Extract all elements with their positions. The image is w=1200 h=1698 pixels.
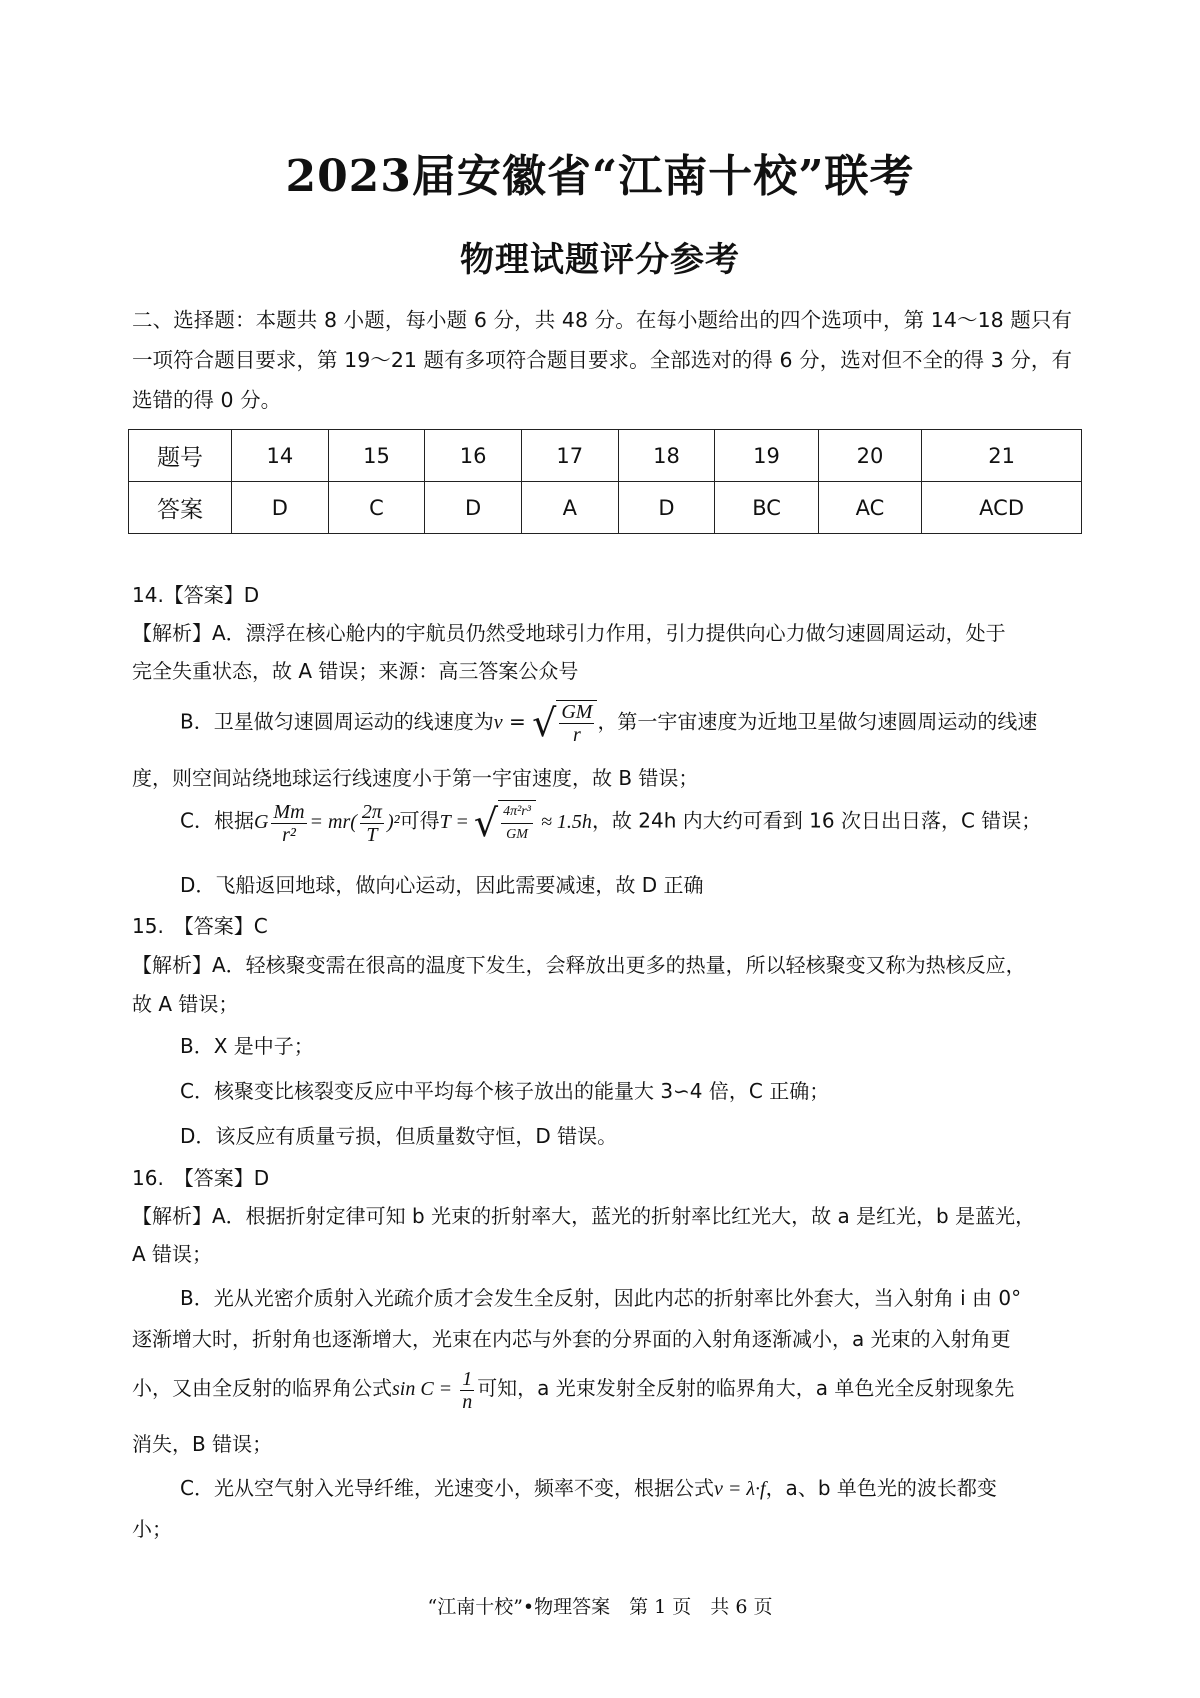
q14-b-text: B．卫星做匀速圆周运动的线速度为	[180, 709, 494, 734]
table-row-answers	[129, 482, 1082, 534]
table-header-number: 题号	[129, 430, 232, 482]
q14-analysis-a2: 完全失重状态，故 A 错误；来源：高三答案公众号	[132, 659, 579, 683]
table-cell: BC	[715, 482, 819, 534]
q14-analysis-a1: 【解析】A．漂浮在核心舱内的宇航员仍然受地球引力作用，引力提供向心力做匀速圆周运动，处于	[132, 621, 1006, 645]
table-header-answer: 答案	[129, 482, 232, 534]
table-cell: 21	[922, 430, 1082, 482]
q14-answer: 14.【答案】D	[132, 583, 260, 607]
q16-c1-text-end: ，a、b 单色光的波长都变	[765, 1476, 997, 1500]
table-cell: D	[232, 482, 329, 534]
table-cell: AC	[818, 482, 921, 534]
wave-speed-formula: v = λ·f	[713, 1478, 766, 1500]
table-cell: D	[425, 482, 522, 534]
q15-analysis-d: D．该反应有质量亏损，但质量数守恒，D 错误。	[180, 1124, 618, 1148]
q16-b3-text: 小，又由全反射的临界角公式	[132, 1376, 392, 1401]
table-cell: 14	[232, 430, 329, 482]
q15-answer: 15. 【答案】C	[132, 914, 268, 938]
q16-analysis-a1: 【解析】A．根据折射定律可知 b 光束的折射率大，蓝光的折射率比红光大，故 a 是红光，b 是蓝光，	[132, 1204, 1036, 1228]
q16-answer: 16. 【答案】D	[132, 1166, 270, 1190]
q16-analysis-b4: 消失，B 错误；	[132, 1432, 273, 1456]
gravity-formula: G $\frac{Mm}{\text{r²}}$ = mr( $\frac{2\pi}{T}$ )²	[253, 800, 400, 846]
q15-analysis-a2: 故 A 错误；	[132, 992, 239, 1016]
q16-analysis-c2: 小；	[132, 1517, 172, 1541]
table-cell: 17	[521, 430, 618, 482]
q16-analysis-a2: A 错误；	[132, 1242, 213, 1266]
q16-analysis-b1: B．光从光密介质射入光疏介质才会发生全反射，因此内芯的折射率比外套大，当入射角 i 由 0°	[180, 1286, 1022, 1310]
table-cell: 19	[715, 430, 819, 482]
q15-analysis-c: C．核聚变比核裂变反应中平均每个核子放出的能量大 3∽4 倍，C 正确；	[180, 1079, 830, 1103]
velocity-formula: v	[493, 711, 503, 734]
table-cell: 20	[818, 430, 921, 482]
q16-c1-text: C．光从空气射入光导纤维，光速变小，频率不变，根据公式	[180, 1476, 714, 1500]
q14-c-text-end: ，故 24h 内大约可看到 16 次日出日落，C 错误；	[591, 808, 1042, 833]
q14-analysis-b: B．卫星做匀速圆周运动的线速度为v = √ $\frac{GM}{r}$ ，第一宇宙速度为近地卫星做匀速圆周运动的线速	[180, 701, 1038, 746]
document-subtitle: 物理试题评分参考	[460, 240, 740, 280]
page-footer: “江南十校”•物理答案 第 1 页 共 6 页	[427, 1596, 773, 1618]
table-cell: C	[328, 482, 425, 534]
q15-analysis-a1: 【解析】A．轻核聚变需在很高的温度下发生，会释放出更多的热量，所以轻核聚变又称为热核反应，	[132, 953, 1026, 977]
q15-analysis-b: B．X 是中子；	[180, 1034, 314, 1058]
section-intro: 二、选择题：本题共 8 小题，每小题 6 分，共 48 分。在每小题给出的四个选项中，第 14～18 题只有一项符合题目要求，第 19～21 题有多项符合题目要求。全部选对的得 6 分，选对但不全的得 3 分，有选错的得 0 分。	[132, 308, 1072, 412]
q16-analysis-b2: 逐渐增大时，折射角也逐渐增大，光束在内芯与外套的分界面的入射角逐渐减小，a 光束的入射角更	[132, 1327, 1011, 1351]
period-formula: T = √ $\frac{\text{4π²r³}}{GM}$ ≈ 1.5h	[439, 801, 592, 845]
table-cell: 16	[425, 430, 522, 482]
q16-analysis-b3	[132, 1368, 1072, 1413]
table-cell: 15	[328, 430, 425, 482]
table-row-numbers	[129, 430, 1082, 482]
q14-b-text-end: ，第一宇宙速度为近地卫星做匀速圆周运动的线速	[597, 709, 1038, 734]
q14-analysis-c	[180, 800, 1072, 846]
q16-analysis-c1	[180, 1472, 1072, 1501]
q16-b3-text-end: 可知，a 光束发射全反射的临界角大，a 单色光全反射现象先	[477, 1376, 1015, 1401]
critical-angle-formula: sin C = $\frac{1}{n}$	[392, 1368, 473, 1413]
table-cell: ACD	[922, 482, 1082, 534]
document-title: 2023届安徽省“江南十校”联考	[285, 151, 915, 202]
table-cell: D	[618, 482, 715, 534]
table-cell: 18	[618, 430, 715, 482]
q14-analysis-b2: 度，则空间站绕地球运行线速度小于第一宇宙速度，故 B 错误；	[132, 766, 699, 790]
q14-c-text-mid: 可得	[399, 808, 440, 833]
table-cell: A	[521, 482, 618, 534]
q14-analysis-d: D．飞船返回地球，做向心运动，因此需要减速，故 D 正确	[180, 873, 704, 897]
sqrt-gm-over-r: √ $\frac{GM}{r}$	[532, 700, 597, 746]
q14-c-text: C．根据	[180, 808, 254, 833]
answer-table	[128, 429, 1082, 534]
